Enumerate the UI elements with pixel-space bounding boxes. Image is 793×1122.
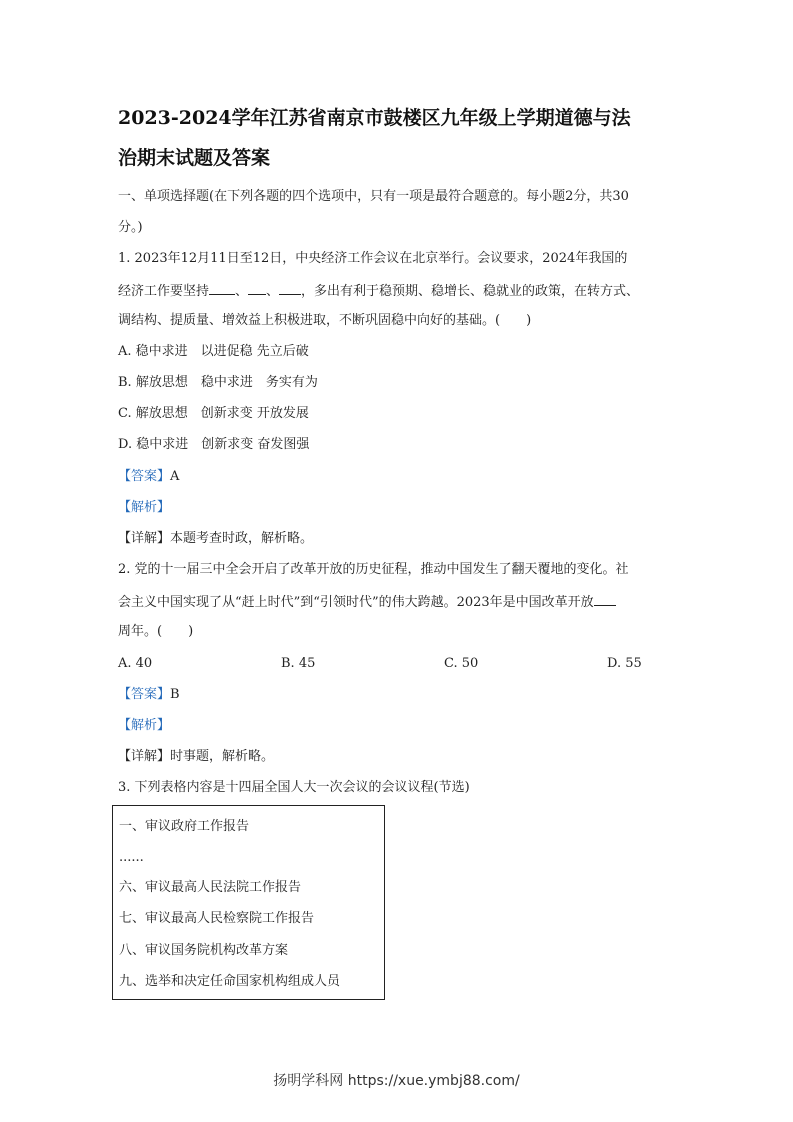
q2-stem-line-1: 2. 党的十一届三中全会开启了改革开放的历史征程，推动中国发生了翻天覆地的变化。社 xyxy=(118,562,629,577)
q2-answer-tag: 【答案】 xyxy=(118,687,171,702)
q1-stem-line-2 xyxy=(118,280,639,302)
q2-blank xyxy=(594,591,616,606)
q1-answer-tag: 【答案】 xyxy=(118,469,171,484)
agenda-row: ...... xyxy=(119,850,144,865)
q2-detail-text: 时事题，解析略。 xyxy=(170,749,275,764)
q2-option-d: D. 55 xyxy=(607,656,642,671)
q1-blank-3 xyxy=(279,280,301,295)
q1-analysis xyxy=(118,498,170,518)
q1-detail xyxy=(118,529,313,549)
q1-sep-2: 、 xyxy=(266,284,280,299)
q2-analysis xyxy=(118,716,170,736)
q2-detail-tag: 【详解】 xyxy=(118,749,171,764)
doc-title-line-1: 2023-2024学年江苏省南京市鼓楼区九年级上学期道德与法 xyxy=(118,107,631,129)
q2-answer-value: B xyxy=(170,687,180,702)
q1-sep-1: 、 xyxy=(235,284,249,299)
q2-stem-line-3: 周年。( ) xyxy=(118,624,194,639)
q1-answer xyxy=(118,467,179,487)
q2-detail xyxy=(118,747,274,767)
q1-option-c: C. 解放思想 创新求变 开放发展 xyxy=(118,406,309,421)
q1-answer-value: A xyxy=(170,469,180,484)
section-heading-line-2: 分。) xyxy=(118,220,143,235)
agenda-row: 七、审议最高人民检察院工作报告 xyxy=(119,911,315,926)
q2-stem-text: 会主义中国实现了从“赶上时代”到“引领时代”的伟大跨越。2023年是中国改革开放 xyxy=(118,595,594,610)
q1-option-d: D. 稳中求进 创新求变 奋发图强 xyxy=(118,437,310,452)
q2-analysis-tag: 【解析】 xyxy=(118,718,171,733)
q1-stem-text-b: ，多出有利于稳预期、稳增长、稳就业的政策，在转方式、 xyxy=(301,284,640,299)
agenda-row: 一、审议政府工作报告 xyxy=(119,819,250,834)
q2-answer xyxy=(118,685,180,705)
q1-blank-2 xyxy=(248,280,266,295)
q2-option-b: B. 45 xyxy=(281,656,316,671)
section-heading-line-1: 一、单项选择题(在下列各题的四个选项中，只有一项是最符合题意的。每小题2分，共30 xyxy=(118,189,629,204)
q2-stem-line-2 xyxy=(118,591,616,613)
q2-option-c: C. 50 xyxy=(444,656,479,671)
agenda-table xyxy=(112,805,385,1000)
agenda-row: 八、审议国务院机构改革方案 xyxy=(119,943,289,958)
q1-stem-line-1: 1. 2023年12月11日至12日，中央经济工作会议在北京举行。会议要求，2024年我国的 xyxy=(118,251,628,266)
q1-analysis-tag: 【解析】 xyxy=(118,500,171,515)
q1-blank-1 xyxy=(209,280,235,295)
q2-option-a: A. 40 xyxy=(118,656,153,671)
agenda-row: 六、审议最高人民法院工作报告 xyxy=(119,880,302,895)
q3-stem: 3. 下列表格内容是十四届全国人大一次会议的会议议程(节选) xyxy=(118,780,470,795)
agenda-row: 九、选举和决定任命国家机构组成人员 xyxy=(119,974,341,989)
q1-option-b: B. 解放思想 稳中求进 务实有为 xyxy=(118,375,318,390)
q1-stem-text-a: 经济工作要坚持 xyxy=(118,284,210,299)
q1-detail-text: 本题考查时政，解析略。 xyxy=(170,531,314,546)
q1-detail-tag: 【详解】 xyxy=(118,531,171,546)
q1-stem-line-3: 调结构、提质量、增效益上积极进取，不断巩固稳中向好的基础。( ) xyxy=(118,313,532,328)
q1-option-a: A. 稳中求进 以进促稳 先立后破 xyxy=(118,344,309,359)
doc-title-line-2: 治期末试题及答案 xyxy=(118,147,271,169)
page-footer-watermark: 扬明学科网 https://xue.ymbj88.com/ xyxy=(273,1073,520,1089)
